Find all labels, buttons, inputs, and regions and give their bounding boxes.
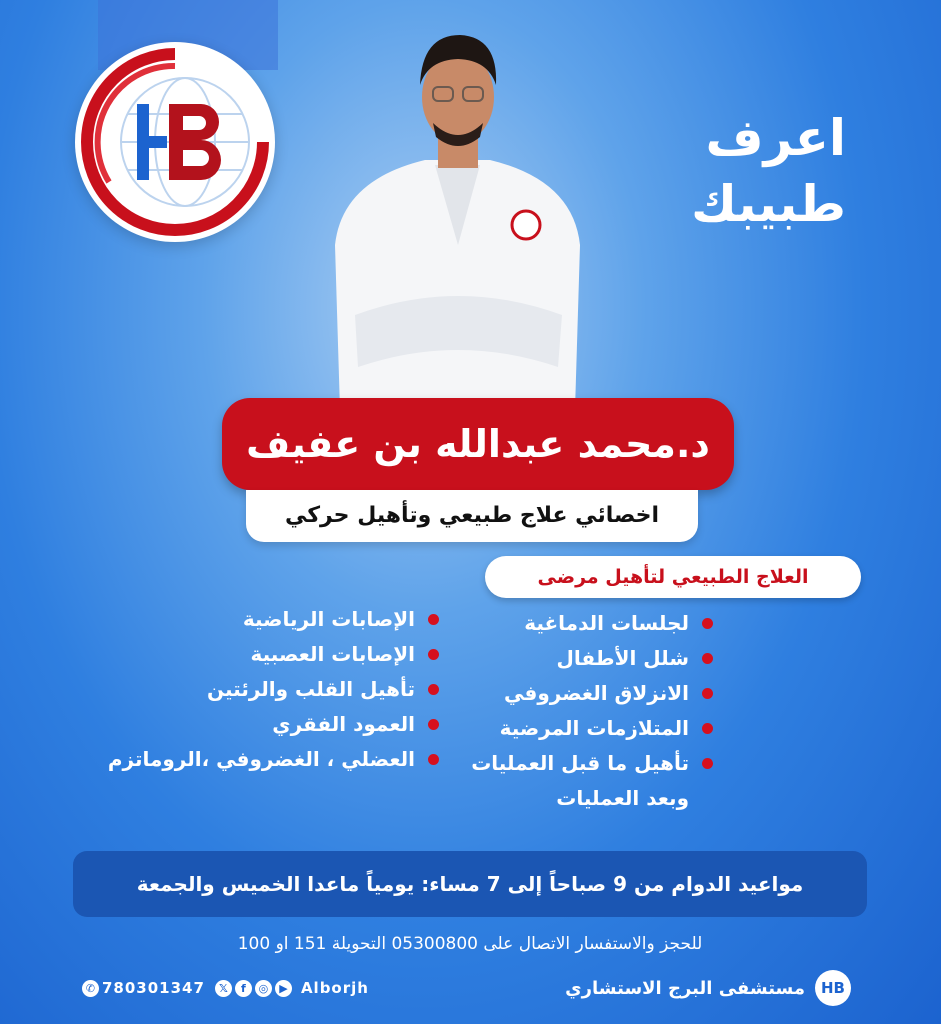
list-item-label: الانزلاق الغضروفي — [504, 681, 689, 705]
list-item — [79, 602, 439, 637]
bullet-icon — [428, 649, 439, 660]
list-item — [453, 711, 713, 746]
headline-line2: طبيبك — [691, 175, 846, 233]
list-item-label: شلل الأطفال — [556, 646, 689, 670]
list-item-label: المتلازمات المرضية — [499, 716, 689, 740]
headline-line1: اعرف — [705, 109, 846, 167]
hb-logo-icon — [75, 42, 275, 242]
list-item-label: تأهيل ما قبل العمليات — [471, 751, 689, 775]
list-item — [79, 672, 439, 707]
bullet-icon — [428, 684, 439, 695]
bullet-icon — [702, 618, 713, 629]
whatsapp-icon[interactable]: ✆ — [82, 980, 99, 997]
list-item — [453, 676, 713, 711]
bullet-icon — [428, 754, 439, 765]
conditions-list-right — [453, 606, 713, 816]
list-item-label: تأهيل القلب والرئتين — [207, 677, 415, 701]
working-hours: مواعيد الدوام من 9 صباحاً إلى 7 مساء: يومياً ماعدا الخميس والجمعة — [73, 851, 867, 917]
bullet-icon — [702, 688, 713, 699]
x-icon[interactable]: 𝕏 — [215, 980, 232, 997]
hospital-name: مستشفى البرج الاستشاري — [565, 977, 805, 999]
list-item — [79, 637, 439, 672]
bullet-icon — [428, 719, 439, 730]
bullet-icon — [702, 723, 713, 734]
list-item-label: لجلسات الدماغية — [524, 611, 689, 635]
whatsapp-number: 780301347 — [102, 979, 205, 997]
list-item-label: العضلي ، الغضروفي ،الروماتزم — [107, 747, 415, 771]
list-item-label-continued: وبعد العمليات — [556, 786, 689, 810]
social-handle: Alborjh — [300, 979, 369, 997]
conditions-list-left — [79, 602, 439, 777]
section-title: العلاج الطبيعي لتأهيل مرضى — [485, 556, 861, 598]
list-item — [453, 641, 713, 676]
bullet-icon — [702, 758, 713, 769]
doctor-specialty: اخصائي علاج طبيعي وتأهيل حركي — [246, 490, 698, 542]
headline — [646, 105, 846, 237]
doctor-name-banner: د.محمد عبدالله بن عفيف — [222, 398, 734, 490]
footer-social — [82, 972, 369, 1004]
list-item-label: الإصابات العصبية — [250, 642, 415, 666]
hb-mini-logo-icon: HB — [815, 970, 851, 1006]
list-item — [79, 742, 439, 777]
list-item — [79, 707, 439, 742]
facebook-icon[interactable]: f — [235, 980, 252, 997]
youtube-icon[interactable]: ▶ — [275, 980, 292, 997]
hospital-logo — [75, 42, 275, 242]
list-item — [453, 606, 713, 641]
contact-info: للحجز والاستفسار الاتصال على 05300800 التحويلة 151 او 100 — [237, 934, 703, 954]
list-item-label: الإصابات الرياضية — [242, 607, 415, 631]
list-item — [453, 746, 713, 816]
list-item-label: العمود الفقري — [272, 712, 415, 736]
footer-hospital — [565, 968, 851, 1008]
doctor-photo — [330, 15, 585, 410]
instagram-icon[interactable]: ◎ — [255, 980, 272, 997]
bullet-icon — [702, 653, 713, 664]
bullet-icon — [428, 614, 439, 625]
